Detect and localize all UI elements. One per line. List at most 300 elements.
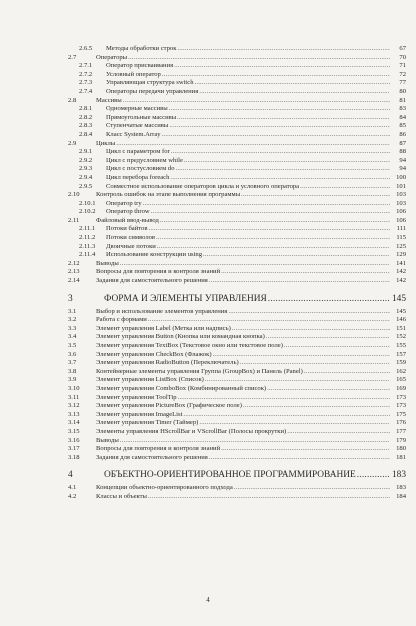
toc-entry-page: 84	[399, 113, 406, 121]
toc-entry-title	[104, 290, 390, 308]
toc-entry-number: 3.6	[68, 350, 77, 358]
toc-entry-number: 2.9.4	[79, 173, 93, 181]
dot-leader	[243, 402, 390, 411]
toc-row	[0, 88, 416, 97]
dot-leader	[157, 243, 390, 252]
toc-row	[0, 411, 416, 420]
toc-entry-title	[106, 225, 390, 234]
toc-entry-title	[96, 394, 390, 403]
toc-entry-page: 177	[396, 427, 406, 435]
toc-entry-title-text: Работа с формами	[96, 316, 147, 324]
toc-entry-title	[106, 114, 390, 123]
toc-row	[0, 402, 416, 411]
toc-row	[0, 376, 416, 385]
toc-entry-page: 155	[396, 342, 406, 349]
toc-row	[0, 165, 416, 174]
toc-entry-title	[106, 200, 390, 209]
toc-entry-number: 3	[68, 293, 73, 304]
toc-row	[0, 140, 416, 149]
toc-entry-page: 83	[399, 105, 406, 113]
toc-row	[0, 97, 416, 106]
dot-leader	[228, 308, 390, 317]
dot-leader	[241, 191, 390, 200]
toc-entry-number: 2.14	[68, 277, 80, 285]
toc-entry-title	[96, 308, 390, 317]
toc-entry-title	[106, 131, 390, 140]
toc-entry-page: 72	[399, 70, 406, 78]
toc-row	[0, 368, 416, 377]
toc-entry-number: 3.2	[68, 316, 77, 324]
toc-entry-title	[106, 183, 390, 192]
toc-entry-page: 141	[396, 259, 406, 267]
dot-leader	[266, 333, 390, 342]
toc-entry-page: 183	[396, 484, 406, 492]
toc-row	[0, 308, 416, 317]
dot-leader	[148, 225, 390, 234]
toc-entry-title	[96, 428, 390, 437]
toc-entry-title	[96, 484, 390, 493]
toc-entry-title-text: Циклы	[96, 139, 116, 147]
dot-leader	[221, 445, 390, 454]
dot-leader	[183, 411, 390, 420]
toc-entry-number: 2.8.2	[79, 113, 93, 121]
toc-chapter-row	[0, 466, 416, 484]
toc-row	[0, 225, 416, 234]
toc-entry-title-text: Концепции объектно-ориентированного подхода	[96, 484, 233, 492]
dot-leader	[177, 45, 390, 54]
toc-entry-page: 181	[396, 453, 406, 461]
toc-entry-title	[96, 385, 390, 394]
dot-leader	[195, 79, 391, 88]
toc-entry-title	[96, 217, 390, 226]
dot-leader	[205, 376, 390, 385]
toc-entry-page: 183	[391, 470, 406, 481]
dot-leader	[203, 251, 390, 260]
toc-entry-number: 2.6.5	[79, 45, 93, 52]
dot-leader	[156, 234, 390, 243]
toc-entry-number: 3.16	[68, 436, 80, 444]
toc-entry-title-text: Совместное использование операторов цикла и условного оператора	[106, 182, 300, 190]
toc-row	[0, 71, 416, 80]
toc-entry-page: 87	[399, 139, 406, 147]
toc-entry-title	[96, 411, 390, 420]
dot-leader	[171, 148, 390, 157]
toc-entry-page: 94	[399, 156, 406, 164]
toc-entry-title	[106, 45, 390, 54]
toc-entry-page: 129	[396, 251, 406, 259]
toc-entry-number: 2.7.2	[79, 70, 93, 78]
toc-entry-number: 2.11.2	[79, 234, 96, 242]
dot-leader	[300, 183, 390, 192]
toc-entry-title	[96, 493, 390, 502]
toc-entry-number: 2.9.5	[79, 182, 93, 190]
toc-entry-number: 2.11.4	[79, 251, 96, 259]
toc-entry-title-text: Контейнерные элементы управления Группа (GroupBox) и Панель (Panel)	[96, 367, 303, 375]
toc-entry-page: 94	[399, 165, 406, 173]
dot-leader	[128, 54, 390, 63]
toc-entry-title	[96, 359, 390, 368]
toc-entry-title	[106, 234, 390, 243]
toc-entry-title	[106, 148, 390, 157]
toc-row	[0, 54, 416, 63]
toc-entry-page: 151	[396, 324, 406, 332]
dot-leader	[240, 359, 390, 368]
toc-entry-title-text: Элементы управления HScrollBar и VScrollBar (Полосы прокрутки)	[96, 427, 287, 435]
toc-row	[0, 79, 416, 88]
toc-entry-title-text: Условный оператор	[106, 70, 161, 78]
toc-entry-title	[96, 402, 390, 411]
toc-entry-title	[96, 351, 390, 360]
toc-row	[0, 277, 416, 286]
dot-leader	[221, 268, 390, 277]
dot-leader	[151, 208, 390, 217]
toc-entry-title-text: Операторы	[96, 53, 128, 61]
toc-entry-page: 80	[399, 87, 406, 95]
toc-entry-number: 2.10.2	[79, 208, 96, 216]
toc-row	[0, 105, 416, 114]
toc-entry-page: 173	[396, 402, 406, 410]
toc-entry-title-text: Выводы	[96, 259, 119, 267]
toc-entry-page: 142	[396, 268, 406, 276]
toc-entry-page: 106	[396, 216, 406, 224]
dot-leader	[174, 62, 390, 71]
toc-entry-page: 100	[396, 173, 406, 181]
toc-entry-title-text: Элемент управления ListBox (Список)	[96, 376, 204, 384]
toc-entry-number: 3.15	[68, 427, 80, 435]
toc-entry-number: 3.11	[68, 393, 80, 401]
toc-entry-page: 70	[399, 53, 406, 61]
toc-entry-title	[96, 316, 390, 325]
toc-entry-title	[106, 165, 390, 174]
dot-leader	[169, 122, 390, 131]
dot-leader	[357, 466, 390, 484]
toc-entry-number: 2.12	[68, 259, 80, 267]
toc-row	[0, 62, 416, 71]
toc-entry-number: 3.3	[68, 324, 77, 332]
toc-row	[0, 333, 416, 342]
toc-entry-number: 2.8.3	[79, 122, 93, 130]
toc-entry-title-text: Элемент управления Label (Метка или надпись)	[96, 324, 231, 332]
toc-entry-page: 101	[396, 182, 406, 190]
toc-entry-page: 115	[396, 234, 406, 242]
dot-leader	[234, 484, 390, 493]
toc-entry-title-text: ФОРМА И ЭЛЕМЕНТЫ УПРАВЛЕНИЯ	[104, 293, 267, 304]
toc-entry-title-text: Ступенчатые массивы	[106, 122, 169, 130]
toc-entry-title	[104, 466, 390, 484]
toc-entry-title-text: Оператор присваивания	[106, 62, 174, 70]
toc-row	[0, 428, 416, 437]
toc-entry-title	[96, 325, 390, 334]
toc-row	[0, 191, 416, 200]
toc-entry-page: 88	[399, 148, 406, 156]
toc-entry-number: 2.10.1	[79, 199, 96, 207]
toc-row	[0, 419, 416, 428]
toc-entry-title	[96, 97, 390, 106]
toc-entry-title-text: Одномерные массивы	[106, 105, 168, 113]
toc-row	[0, 484, 416, 493]
toc-entry-title-text: Операторы передачи управления	[106, 87, 199, 95]
toc-row	[0, 325, 416, 334]
toc-entry-number: 2.7	[68, 53, 77, 61]
toc-row	[0, 268, 416, 277]
toc-entry-title-text: Задания для самостоятельного решения	[96, 453, 208, 461]
toc-entry-page: 169	[396, 384, 406, 392]
toc-entry-number: 3.14	[68, 419, 80, 427]
toc-entry-title	[106, 79, 390, 88]
toc-entry-title	[106, 157, 390, 166]
toc-entry-number: 3.17	[68, 445, 80, 453]
toc-entry-title-text: Оператор throw	[106, 208, 150, 216]
dot-leader	[209, 454, 390, 463]
toc-row	[0, 394, 416, 403]
toc-entry-title	[106, 62, 390, 71]
toc-row	[0, 183, 416, 192]
toc-entry-title-text: Потоки байтов	[106, 225, 148, 233]
toc-entry-number: 2.8.4	[79, 130, 93, 138]
toc-row	[0, 174, 416, 183]
toc-entry-title	[96, 191, 390, 200]
toc-entry-number: 2.11	[68, 216, 80, 224]
toc-entry-title-text: Элемент управления Timer (Таймер)	[96, 419, 199, 427]
toc-entry-page: 176	[396, 419, 406, 427]
toc-chapter-row	[0, 290, 416, 308]
toc-row	[0, 131, 416, 140]
toc-entry-number: 3.1	[68, 307, 77, 315]
dot-leader	[178, 394, 390, 403]
dot-leader	[120, 437, 390, 446]
table-of-contents	[0, 45, 416, 502]
toc-row	[0, 122, 416, 131]
toc-entry-number: 3.5	[68, 342, 77, 349]
toc-entry-title-text: Методы обработки строк	[106, 45, 177, 52]
toc-row	[0, 316, 416, 325]
toc-entry-title-text: Потоки символов	[106, 234, 156, 242]
toc-row	[0, 234, 416, 243]
toc-entry-title	[96, 342, 390, 351]
toc-entry-page: 179	[396, 436, 406, 444]
dot-leader	[160, 217, 390, 226]
toc-entry-title-text: Вопросы для повторения и контроля знаний	[96, 268, 221, 276]
toc-entry-title	[96, 333, 390, 342]
toc-row	[0, 114, 416, 123]
toc-entry-page: 175	[396, 410, 406, 418]
toc-row	[0, 208, 416, 217]
toc-row	[0, 260, 416, 269]
toc-entry-title	[96, 54, 390, 63]
toc-row	[0, 148, 416, 157]
dot-leader	[143, 200, 390, 209]
toc-entry-page: 81	[399, 96, 406, 104]
toc-entry-page: 184	[396, 492, 406, 500]
toc-entry-number: 4.2	[68, 492, 77, 500]
toc-entry-page: 162	[396, 367, 406, 375]
toc-entry-title-text: Элемент управления PictureBox (Графическое поле)	[96, 402, 242, 410]
toc-entry-number: 2.9.2	[79, 156, 93, 164]
toc-entry-title	[96, 268, 390, 277]
dot-leader	[199, 88, 390, 97]
dot-leader	[148, 316, 390, 325]
toc-entry-title	[106, 251, 390, 260]
toc-entry-number: 2.9.1	[79, 148, 93, 156]
toc-entry-title	[106, 208, 390, 217]
toc-entry-number: 4.1	[68, 484, 77, 492]
dot-leader	[177, 114, 390, 123]
toc-row	[0, 342, 416, 351]
toc-entry-title-text: Управляющая структура switch	[106, 79, 194, 87]
toc-entry-title	[96, 376, 390, 385]
toc-entry-title-text: Двоичные потоки	[106, 242, 156, 250]
toc-entry-page: 145	[396, 307, 406, 315]
toc-entry-number: 2.11.3	[79, 242, 96, 250]
toc-entry-title-text: Элемент управления Button (Кнопка или командная кнопка)	[96, 333, 265, 341]
toc-entry-title-text: Цикл с предусловием while	[106, 156, 183, 164]
toc-entry-title	[96, 437, 390, 446]
toc-entry-title-text: Файловый ввод-вывод	[96, 216, 159, 224]
toc-entry-title-text: Цикл перебора foreach	[106, 173, 170, 181]
dot-leader	[148, 493, 390, 502]
toc-entry-number: 2.9.3	[79, 165, 93, 173]
toc-entry-title-text: Элемент управления CheckBox (Флажок)	[96, 350, 212, 358]
toc-row	[0, 385, 416, 394]
toc-entry-title	[106, 174, 390, 183]
toc-entry-title-text: Элемент управления ComboBox (Комбинированный список)	[96, 384, 267, 392]
toc-entry-page: 165	[396, 376, 406, 384]
dot-leader	[268, 290, 390, 308]
toc-entry-title	[96, 419, 390, 428]
toc-entry-page: 103	[396, 191, 406, 199]
toc-entry-number: 2.13	[68, 268, 80, 276]
toc-entry-title-text: Вопросы для повторения и контроля знаний	[96, 445, 221, 453]
dot-leader	[184, 157, 390, 166]
toc-entry-title-text: Использование конструкции using	[106, 251, 202, 259]
toc-entry-title	[96, 140, 390, 149]
toc-entry-title-text: Оператор try	[106, 199, 142, 207]
toc-entry-number: 2.9	[68, 139, 77, 147]
toc-entry-title-text: ОБЪЕКТНО-ОРИЕНТИРОВАННОЕ ПРОГРАММИРОВАНИЕ	[104, 470, 356, 481]
toc-row	[0, 351, 416, 360]
toc-entry-title	[96, 368, 390, 377]
toc-entry-title-text: Элемент управления RadioButton (Переключатель)	[96, 359, 239, 367]
dot-leader	[176, 165, 390, 174]
toc-row	[0, 359, 416, 368]
toc-entry-page: 142	[396, 277, 406, 285]
toc-entry-page: 157	[396, 350, 406, 358]
toc-entry-number: 2.10	[68, 191, 80, 199]
dot-leader	[209, 277, 390, 286]
toc-entry-number: 3.4	[68, 333, 77, 341]
toc-entry-title-text: Элемент управления ToolTip	[96, 393, 177, 401]
toc-entry-page: 173	[396, 393, 406, 401]
toc-row	[0, 454, 416, 463]
toc-entry-number: 3.9	[68, 376, 77, 384]
dot-leader	[169, 105, 390, 114]
toc-row	[0, 45, 416, 54]
toc-entry-number: 2.7.1	[79, 62, 93, 70]
toc-row	[0, 437, 416, 446]
dot-leader	[304, 368, 390, 377]
toc-entry-title-text: Прямоугольные массивы	[106, 113, 177, 121]
toc-entry-page: 146	[396, 316, 406, 324]
page-number: 4	[206, 596, 210, 604]
toc-entry-title	[96, 277, 390, 286]
dot-leader	[123, 97, 390, 106]
toc-entry-title-text: Элемент управления TextBox (Текстовое окно или текстовое поле)	[96, 342, 283, 349]
toc-entry-title-text: Класс System.Array	[106, 130, 161, 138]
toc-entry-title	[106, 122, 390, 131]
toc-entry-number: 2.7.3	[79, 79, 93, 87]
toc-entry-number: 2.8	[68, 96, 77, 104]
toc-entry-number: 3.8	[68, 367, 77, 375]
dot-leader	[162, 131, 390, 140]
dot-leader	[162, 71, 390, 80]
toc-row	[0, 200, 416, 209]
dot-leader	[232, 325, 390, 334]
toc-entry-page: 180	[396, 445, 406, 453]
toc-entry-page: 106	[396, 208, 406, 216]
toc-entry-page: 111	[396, 225, 406, 233]
dot-leader	[199, 419, 390, 428]
toc-entry-page: 145	[391, 293, 406, 304]
toc-entry-page: 103	[396, 199, 406, 207]
toc-entry-title-text: Классы и объекты	[96, 492, 147, 500]
dot-leader	[267, 385, 390, 394]
toc-entry-page: 67	[399, 45, 406, 52]
toc-entry-page: 85	[399, 122, 406, 130]
dot-leader	[116, 140, 390, 149]
toc-entry-title	[106, 88, 390, 97]
toc-row	[0, 217, 416, 226]
toc-entry-title	[96, 445, 390, 454]
dot-leader	[284, 342, 390, 351]
toc-row	[0, 251, 416, 260]
toc-entry-title	[96, 260, 390, 269]
toc-row	[0, 243, 416, 252]
toc-entry-page: 125	[396, 242, 406, 250]
toc-entry-number: 2.11.1	[79, 225, 96, 233]
toc-entry-title	[106, 243, 390, 252]
toc-entry-title-text: Выбор и использование элементов управления	[96, 307, 228, 315]
dot-leader	[120, 260, 390, 269]
toc-entry-title-text: Задания для самостоятельного решения	[96, 277, 208, 285]
toc-entry-page: 152	[396, 333, 406, 341]
toc-entry-title-text: Цикл с постусловием do	[106, 165, 175, 173]
dot-leader	[213, 351, 390, 360]
toc-entry-title-text: Массивы	[96, 96, 122, 104]
toc-entry-number: 3.10	[68, 384, 80, 392]
dot-leader	[287, 428, 390, 437]
toc-entry-page: 159	[396, 359, 406, 367]
toc-entry-page: 71	[399, 62, 406, 70]
toc-entry-number: 3.13	[68, 410, 80, 418]
toc-row	[0, 445, 416, 454]
toc-row	[0, 493, 416, 502]
toc-entry-number: 3.7	[68, 359, 77, 367]
toc-entry-title-text: Цикл с параметром for	[106, 148, 170, 156]
toc-entry-title-text: Выводы	[96, 436, 119, 444]
toc-entry-page: 86	[399, 130, 406, 138]
toc-entry-number: 2.8.1	[79, 105, 93, 113]
toc-entry-title	[96, 454, 390, 463]
toc-entry-number: 3.18	[68, 453, 80, 461]
toc-row	[0, 157, 416, 166]
toc-entry-title	[106, 71, 390, 80]
toc-entry-title	[106, 105, 390, 114]
toc-entry-title-text: Элемент управления ImageList	[96, 410, 183, 418]
toc-entry-page: 77	[399, 79, 406, 87]
toc-entry-number: 4	[68, 470, 73, 481]
toc-entry-number: 2.7.4	[79, 87, 93, 95]
toc-entry-number: 3.12	[68, 402, 80, 410]
